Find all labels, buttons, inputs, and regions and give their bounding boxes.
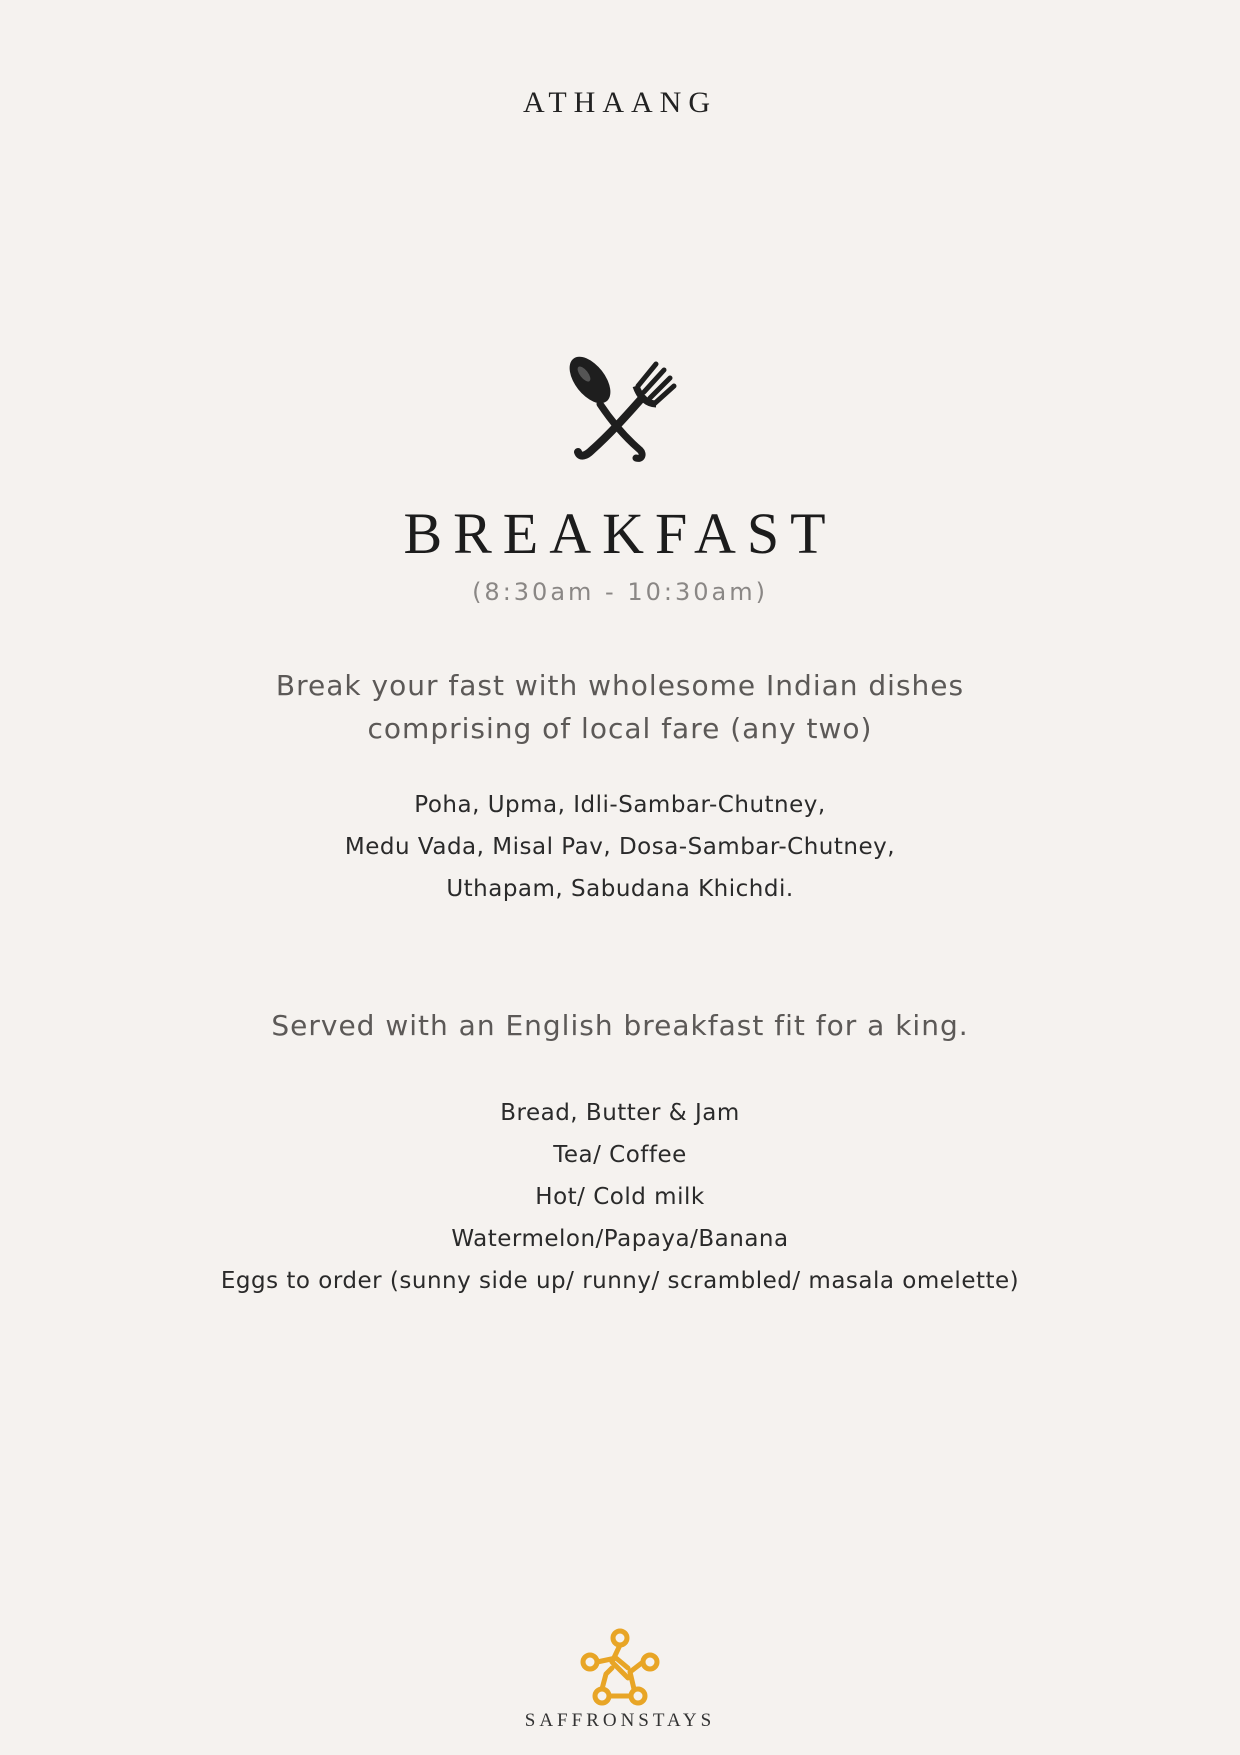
list-item: Uthapam, Sabudana Khichdi.	[446, 876, 794, 902]
english-section-heading: Served with an English breakfast fit for a king.	[271, 1009, 969, 1042]
list-item: Tea/ Coffee	[553, 1142, 687, 1168]
list-item: Hot/ Cold milk	[535, 1184, 705, 1210]
footer-brand: SAFFRONSTAYS	[524, 1710, 716, 1731]
serving-hours: (8:30am - 10:30am)	[472, 578, 768, 606]
list-item: Medu Vada, Misal Pav, Dosa-Sambar-Chutney,	[344, 834, 896, 860]
indian-heading-line: comprising of local fare (any two)	[367, 712, 873, 745]
list-item: Bread, Butter & Jam	[500, 1100, 740, 1126]
list-item: Poha, Upma, Idli-Sambar-Chutney,	[414, 792, 826, 818]
menu-title: BREAKFAST	[403, 501, 837, 566]
spoon-fork-crossed-icon	[560, 352, 680, 464]
indian-dishes-list	[0, 784, 1240, 910]
indian-heading-line: Break your fast with wholesome Indian dishes	[275, 669, 965, 702]
english-breakfast-list	[0, 1092, 1240, 1302]
list-item: Eggs to order (sunny side up/ runny/ scrambled/ masala omelette)	[220, 1268, 1020, 1294]
brand-name: ATHAANG	[523, 86, 717, 119]
indian-section-heading	[0, 664, 1240, 750]
list-item: Watermelon/Papaya/Banana	[451, 1226, 789, 1252]
saffronstays-logo-icon	[578, 1628, 662, 1712]
